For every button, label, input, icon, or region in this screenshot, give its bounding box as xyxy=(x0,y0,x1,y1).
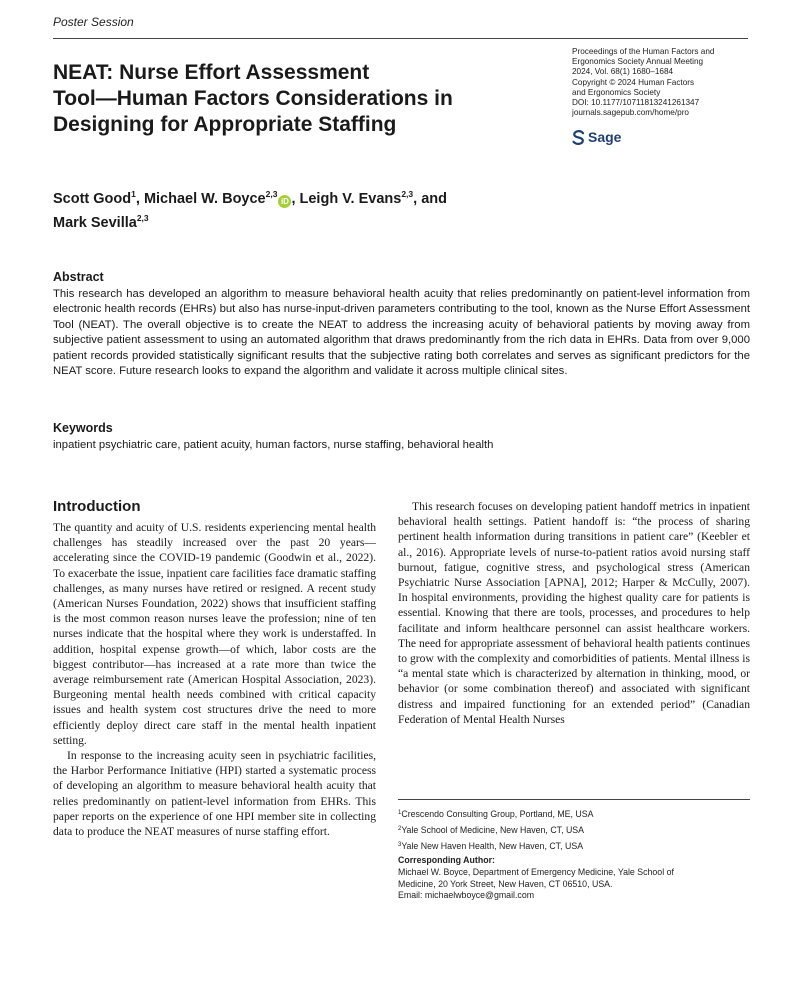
author-affiliation-sup: 1 xyxy=(131,189,136,199)
author-affiliation-sup: 2,3 xyxy=(265,189,278,199)
author-name: Scott Good xyxy=(53,191,132,207)
affiliation-sup: 3 xyxy=(398,841,402,848)
author-name: Mark Sevilla xyxy=(53,215,137,231)
affiliations xyxy=(398,806,750,853)
affiliation-text: Yale School of Medicine, New Haven, CT, USA xyxy=(401,824,585,835)
abstract-text: This research has developed an algorithm to measure behavioral health acuity that relies predominantly on patient-level information from electronic health records (EHRs) but also has nurse-input-driven parameters contributing to the tool, known as the Nurse Effort Assessment Tool (NEAT). The overall objective is to create the NEAT to address the increasing acuity of behavioral patients by moving away from subjective patient assessment to using an automated algorithm that draws predominantly from the rich data in EHRs. Data from over 9,000 patient records provided statistically significant results that the subjective rating both correlates and serves as significant predictors for the NEAT score. Future research looks to expand the algorithm and validate it across multiple clinical sites. xyxy=(53,288,750,378)
corresponding-heading: Corresponding Author: xyxy=(398,855,495,865)
footnote-rule xyxy=(398,799,750,800)
publisher-name: Sage xyxy=(588,129,622,145)
affiliation-text: Yale New Haven Health, New Haven, CT, USA xyxy=(401,840,584,851)
journal-info-line: 2024, Vol. 68(1) 1680–1684 xyxy=(572,67,674,77)
header-rule xyxy=(53,38,748,39)
orcid-icon[interactable]: iD xyxy=(278,195,291,208)
body-paragraph: The quantity and acuity of U.S. residents experiencing mental health challenges has steadily increased over the past 20 years—accelerating since the COVID-19 pandemic (Goodwin et al., 2022). To exacerbate the issue, inpatient care facilities face dramatic staffing challenges, as many nurses have retired or resigned. A recent study (American Nurses Foundation, 2022) shows that insufficient staffing is the most common reason nurses leave the profession; nine of ten nurses indicate that the hospital where they work is understaffed. In addition, hospital expense growth—of which, labor costs are the biggest contributor—has increased at a rate more than twice the average reimbursement rate (American Hospital Association, 2023). Burgeoning mental health needs combined with critical capacity issues and health system cost structures drive the need to more efficiently deploy direct care staff in the mental health inpatient setting. xyxy=(53,521,376,747)
publisher-logo xyxy=(572,129,621,145)
title-line-3: Designing for Appropriate Staffing xyxy=(53,113,397,136)
keywords-heading: Keywords xyxy=(53,421,113,435)
keywords-text: inpatient psychiatric care, patient acuity, human factors, nurse staffing, behavioral health xyxy=(53,439,494,451)
journal-url[interactable]: journals.sagepub.com/home/pro xyxy=(572,108,689,118)
corresponding-line: Michael W. Boyce, Department of Emergency Medicine, Yale School of xyxy=(398,866,674,877)
body-paragraph: In response to the increasing acuity seen in psychiatric facilities, the Harbor Performance Initiative (HPI) started a systematic process of developing an algorithm to measure behavioral health acuity that relies predominantly on patient-level information from EHRs. This paper reports on the experience of one HPI member site in collecting data to produce the NEAT measures of nurse staffing effort. xyxy=(53,749,376,839)
journal-info-line: Copyright © 2024 Human Factors xyxy=(572,77,695,87)
journal-info-line: and Ergonomics Society xyxy=(572,87,661,97)
author-name: Leigh V. Evans xyxy=(299,191,402,207)
author-name: Michael W. Boyce xyxy=(143,191,266,207)
body-paragraph: This research focuses on developing patient handoff metrics in inpatient behavioral health settings. Patient handoff is: “the process of sharing pertinent health information during transitions in patient care” (Keebler et al., 2016). Appropriate levels of nurse-to-patient ratios avoid nursing staff burnout, fatigue, cognitive stress, and psychological stress (American Psychiatric Nurse Association [APNA], 2012; Harper & McCully, 2007). In hospital environments, providing the highest quality care for patients is essential. Knowing that there are tools, processes, and procedures to help facilitate and inform healthcare personnel can assist healthcare workers. The need for appropriate assessment of behavioral health patients continues to grow with the complexity and comorbidities of patients. Mental illness is “a mental state which is characterized by alternation in thinking, mood, or behavior (or some combination thereof) and associated with significant distress and impaired functioning for an extended period” (Canadian Federation of Mental Health Nurses xyxy=(398,500,750,726)
introduction-heading: Introduction xyxy=(53,498,141,515)
affiliation-item xyxy=(398,838,750,854)
title-line-1: NEAT: Nurse Effort Assessment xyxy=(53,61,370,84)
corresponding-email[interactable]: Email: michaelwboyce@gmail.com xyxy=(398,890,535,901)
abstract-heading: Abstract xyxy=(53,270,104,284)
author-list xyxy=(53,185,573,233)
author-affiliation-sup: 2,3 xyxy=(136,213,149,223)
right-column xyxy=(398,499,750,727)
author-separator: , xyxy=(135,191,144,207)
journal-info xyxy=(572,47,752,118)
author-separator: , and xyxy=(413,191,447,207)
title-line-2: Tool—Human Factors Considerations in xyxy=(53,87,453,110)
affiliation-sup: 1 xyxy=(398,810,402,816)
corresponding-line: Medicine, 20 York Street, New Haven, CT 06510, USA. xyxy=(398,878,613,889)
paper-title xyxy=(53,60,553,138)
left-column xyxy=(53,520,376,839)
affiliation-text: Crescendo Consulting Group, Portland, ME, USA xyxy=(401,809,594,819)
affiliation-item xyxy=(398,806,750,822)
author-separator: , xyxy=(291,191,300,207)
session-label: Poster Session xyxy=(53,15,134,29)
sage-logo-icon xyxy=(572,130,585,145)
affiliation-item xyxy=(398,822,750,838)
doi-text[interactable]: DOI: 10.1177/10711813241261347 xyxy=(572,98,700,108)
author-affiliation-sup: 2,3 xyxy=(401,189,414,199)
affiliation-sup: 2 xyxy=(398,825,402,832)
corresponding-author xyxy=(398,855,750,902)
journal-info-line: Proceedings of the Human Factors and xyxy=(572,47,715,56)
journal-info-line: Ergonomics Society Annual Meeting xyxy=(572,57,704,67)
